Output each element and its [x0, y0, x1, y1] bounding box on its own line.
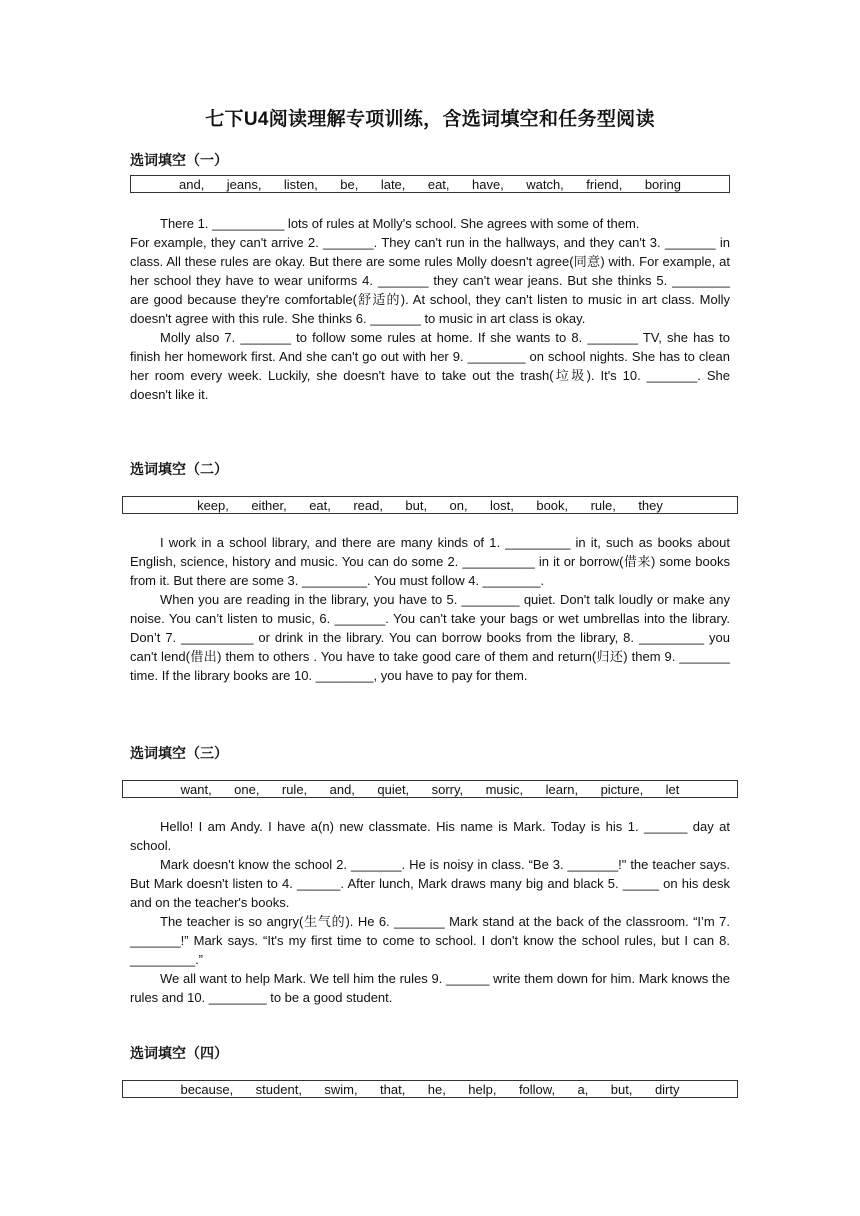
section-1 [130, 150, 730, 404]
section-2 [130, 459, 730, 685]
section-heading: 选词填空（四） [130, 1045, 228, 1061]
word-bank: keep, either, eat, read, but, on, lost, book, rule, they [122, 496, 738, 514]
section-heading: 选词填空（一） [130, 152, 228, 168]
paragraph: Hello! I am Andy. I have a(n) new classmate. His name is Mark. Today is his 1. ______ day at school. [130, 819, 730, 853]
paragraph: There 1. __________ lots of rules at Molly's school. She agrees with some of them. [160, 216, 640, 231]
page-title: 七下U4阅读理解专项训练，含选词填空和任务型阅读 [205, 109, 655, 130]
paragraph: Molly also 7. _______ to follow some rules at home. If she wants to 8. _______ TV, she has to finish her homework first. And she can't go out with her 9. ________ on school nights. She has to clean her room every week. Luckily, she doesn't have to take out the trash(垃圾). It's 10. _______. She doesn't like it. [130, 330, 730, 402]
passage [130, 214, 730, 404]
word-bank: and, jeans, listen, be, late, eat, have, watch, friend, boring [130, 175, 730, 193]
section-heading: 选词填空（三） [130, 745, 228, 761]
word-bank: because, student, swim, that, he, help, follow, a, but, dirty [122, 1080, 738, 1098]
section-heading: 选词填空（二） [130, 461, 228, 477]
paragraph: We all want to help Mark. We tell him the rules 9. ______ write them down for him. Mark knows the rules and 10. ________ to be a good student. [130, 971, 730, 1005]
paragraph: The teacher is so angry(生气的). He 6. _______ Mark stand at the back of the classroom. “I’m 7. _______!” Mark says. “It's my first time to come to school. I don't know the school rules, but I can 8. _________.” [130, 914, 730, 967]
word-bank: want, one, rule, and, quiet, sorry, music, learn, picture, let [122, 780, 738, 798]
paragraph: When you are reading in the library, you have to 5. ________ quiet. Don't talk loudly or make any noise. You can’t listen to music, 6. _______. You can't take your bags or wet umbrellas into the library. Don’t 7. __________ or drink in the library. You can borrow books from the library, 8. _________ you can't lend(借出) them to others . You have to take good care of them and return(归还) them 9. _______ time. If the library books are 10. ________, you have to pay for them. [130, 592, 730, 683]
paragraph: For example, they can't arrive 2. _______. They can't run in the hallways, and they can't 3. _______ in class. All these rules are okay. But there are some rules Molly doesn't agree(同意) with. For example, at her school they have to wear uniforms 4. _______ they can't wear jeans. But she thinks 5. ________ are good because they're comfortable(舒适的). At school, they can't listen to music in art class. Molly doesn't agree with this rule. She thinks 6. _______ to music in art class is okay. [130, 235, 730, 326]
passage [130, 533, 730, 685]
section-4 [130, 1043, 730, 1098]
paragraph: I work in a school library, and there are many kinds of 1. _________ in it, such as books about English, science, history and music. You can do some 2. __________ in it or borrow(借来) some books from it. But there are some 3. _________. You must follow 4. ________. [130, 535, 730, 588]
passage [130, 817, 730, 1007]
paragraph: Mark doesn't know the school 2. _______. He is noisy in class. “Be 3. _______!" the teacher says. But Mark doesn't listen to 4. ______. After lunch, Mark draws many big and black 5. _____ on his desk and on the teacher's books. [130, 857, 730, 910]
section-3 [130, 743, 730, 1007]
